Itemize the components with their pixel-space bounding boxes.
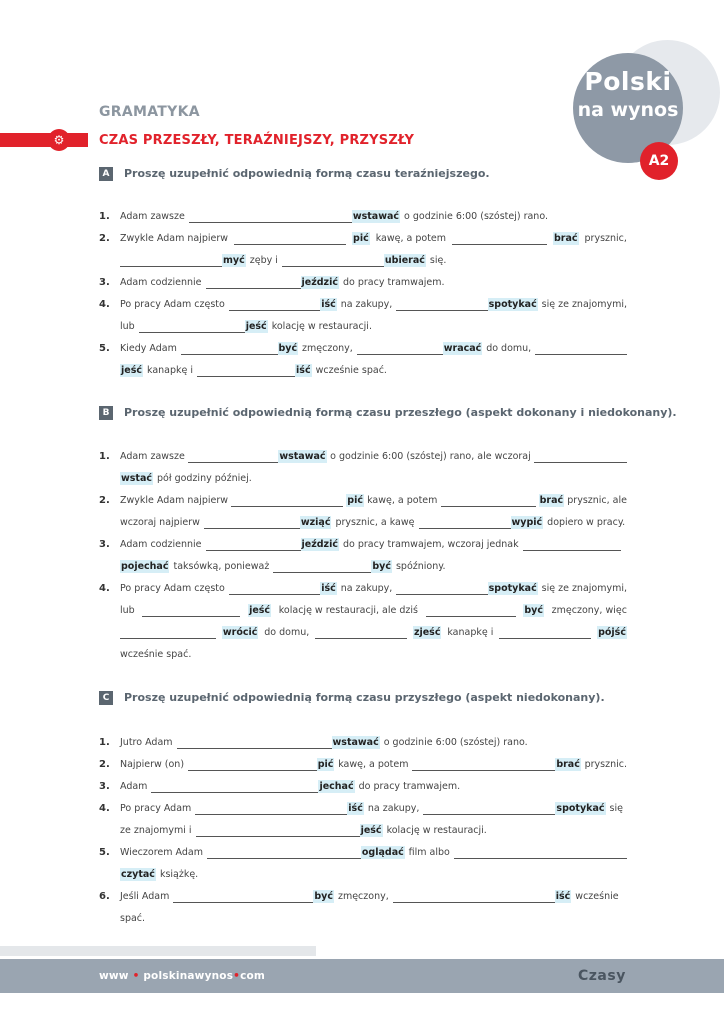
answer-blank[interactable]: [234, 233, 346, 245]
text: pół godziny później.: [157, 473, 252, 484]
answer-blank[interactable]: [204, 517, 300, 529]
footer-section-label: Czasy: [578, 968, 626, 984]
text: lub: [120, 605, 135, 616]
c-num-3: 3.: [99, 781, 110, 792]
answer-blank[interactable]: [120, 627, 216, 639]
text: kawę, a potem: [375, 233, 447, 244]
text: Po pracy Adam: [120, 803, 192, 814]
grammar-icon: ⚙: [48, 129, 70, 151]
verb-hint: pić: [353, 233, 369, 244]
text: Jutro Adam: [120, 737, 173, 748]
answer-blank[interactable]: [393, 891, 555, 903]
text: wczoraj najpierw: [120, 517, 200, 528]
text: Adam: [120, 781, 148, 792]
answer-blank[interactable]: [196, 825, 360, 837]
answer-blank[interactable]: [315, 627, 407, 639]
a-item-4-row1: [120, 298, 627, 311]
logo-line2: na wynos: [577, 99, 679, 121]
answer-blank[interactable]: [282, 255, 384, 267]
a-num-1: 1.: [99, 211, 110, 222]
verb-hint: iść: [555, 891, 571, 902]
b-item-4-row1: [120, 582, 627, 595]
url-part: com: [240, 970, 266, 982]
answer-blank[interactable]: [207, 847, 361, 859]
c-num-1: 1.: [99, 737, 110, 748]
text: spóźniony.: [395, 561, 446, 572]
a-num-3: 3.: [99, 277, 110, 288]
text: lub: [120, 321, 135, 332]
text: się ze znajomymi,: [541, 583, 628, 594]
verb-hint: myć: [223, 255, 245, 266]
b-item-1-row2: [120, 472, 627, 485]
text: prysznic, a kawę: [335, 517, 415, 528]
answer-blank[interactable]: [229, 583, 320, 595]
text: Zwykle Adam najpierw: [120, 233, 229, 244]
section-a-letter: A: [99, 167, 113, 181]
text: o godzinie 6:00 (szóstej) rano.: [383, 737, 528, 748]
text: kanapkę i: [147, 365, 194, 376]
text: prysznic.: [584, 759, 628, 770]
verb-hint: spotykać: [488, 583, 537, 594]
verb-hint: wstawać: [279, 451, 326, 462]
footer-accent: [0, 946, 316, 956]
answer-blank[interactable]: [206, 277, 301, 289]
c-item-4-row2: [120, 824, 627, 837]
verb-hint: oglądać: [361, 847, 404, 858]
text: się: [609, 803, 623, 814]
verb-hint: wrócić: [222, 627, 258, 638]
verb-hint: wstawać: [352, 211, 400, 222]
answer-blank[interactable]: [188, 759, 317, 771]
b-num-1: 1.: [99, 451, 110, 462]
text: książkę.: [159, 869, 199, 880]
answer-blank[interactable]: [139, 321, 245, 333]
text: o godzinie 6:00 (szóstej) rano.: [404, 211, 548, 222]
text: zęby i: [249, 255, 278, 266]
text: Zwykle Adam najpierw: [120, 495, 229, 506]
section-a-title: Proszę uzupełnić odpowiednią formą czasu teraźniejszego.: [124, 167, 490, 180]
c-item-6-row2: [120, 912, 627, 925]
text: taksówką, ponieważ: [173, 561, 270, 572]
text: kolację w restauracji, ale dziś: [278, 605, 418, 616]
answer-blank[interactable]: [142, 605, 240, 617]
verb-hint: jechać: [319, 781, 354, 792]
a-num-5: 5.: [99, 343, 110, 354]
text: się ze znajomymi,: [541, 299, 628, 310]
verb-hint: wstawać: [332, 737, 379, 748]
section-b-title: Proszę uzupełnić odpowiednią formą czasu przeszłego (aspekt dokonany i niedokonany).: [124, 406, 677, 419]
verb-hint: iść: [321, 299, 336, 310]
text: Po pracy Adam często: [120, 583, 225, 594]
text: wcześnie spać.: [120, 649, 192, 660]
answer-blank[interactable]: [195, 803, 347, 815]
text: kolację w restauracji.: [386, 825, 487, 836]
section-c-letter: C: [99, 691, 113, 705]
verb-hint: być: [314, 891, 333, 902]
text: wcześnie: [575, 891, 619, 902]
text: do domu,: [264, 627, 310, 638]
verb-hint: jeść: [245, 321, 267, 332]
a-item-4-row2: [120, 320, 627, 333]
a-item-3: [120, 276, 627, 289]
text: Adam zawsze: [120, 451, 185, 462]
answer-blank[interactable]: [396, 583, 487, 595]
verb-hint: być: [524, 605, 543, 616]
text: kolację w restauracji.: [271, 321, 372, 332]
c-num-6: 6.: [99, 891, 110, 902]
verb-hint: spotykać: [488, 299, 537, 310]
verb-hint: zjeść: [413, 627, 441, 638]
text: spać.: [120, 913, 146, 924]
answer-blank[interactable]: [188, 451, 278, 463]
verb-hint: pojechać: [121, 561, 169, 572]
text: do pracy tramwajem.: [342, 277, 445, 288]
section-c-title: Proszę uzupełnić odpowiednią formą czasu przyszłego (aspekt niedokonany).: [124, 691, 605, 704]
text: Wieczorem Adam: [120, 847, 203, 858]
b-item-1-row1: [120, 450, 627, 463]
verb-hint: brać: [554, 233, 578, 244]
text: do pracy tramwajem, wczoraj jednak: [342, 539, 519, 550]
text: film albo: [408, 847, 450, 858]
text: o godzinie 6:00 (szóstej) rano, ale wczoraj: [330, 451, 531, 462]
verb-hint: czytać: [121, 869, 155, 880]
answer-blank[interactable]: [454, 847, 627, 859]
b-num-3: 3.: [99, 539, 110, 550]
text: Adam zawsze: [120, 211, 185, 222]
verb-hint: brać: [539, 495, 564, 506]
footer-url[interactable]: [99, 970, 265, 982]
verb-hint: iść: [321, 583, 336, 594]
answer-blank[interactable]: [423, 803, 555, 815]
text: Po pracy Adam często: [120, 299, 225, 310]
verb-hint: jeździć: [301, 539, 338, 550]
text: do pracy tramwajem.: [358, 781, 461, 792]
a-item-1: [120, 210, 627, 223]
verb-hint: iść: [296, 365, 311, 376]
url-part: polskinawynos: [143, 970, 234, 982]
answer-blank[interactable]: [535, 343, 627, 355]
text: na zakupy,: [340, 583, 393, 594]
answer-blank[interactable]: [452, 233, 547, 245]
b-item-2-row1: [120, 494, 627, 507]
text: kanapkę i: [447, 627, 494, 638]
c-num-5: 5.: [99, 847, 110, 858]
verb-hint: jeść: [249, 605, 271, 616]
c-item-5-row2: [120, 868, 627, 881]
topic-title: CZAS PRZESZŁY, TERAŹNIEJSZY, PRZYSZŁY: [99, 133, 415, 148]
text: się.: [429, 255, 447, 266]
b-item-3-row2: [120, 560, 627, 573]
text: Adam codziennie: [120, 277, 202, 288]
verb-hint: wypić: [511, 517, 543, 528]
verb-hint: wracać: [443, 343, 482, 354]
c-num-4: 4.: [99, 803, 110, 814]
c-item-6-row1: [120, 890, 627, 903]
text: na zakupy,: [367, 803, 420, 814]
a-num-2: 2.: [99, 233, 110, 244]
answer-blank[interactable]: [189, 211, 352, 223]
text: zmęczony, więc: [551, 605, 627, 616]
verb-hint: iść: [348, 803, 363, 814]
text: Najpierw (on): [120, 759, 185, 770]
answer-blank[interactable]: [151, 781, 318, 793]
c-item-4-row1: [120, 802, 627, 815]
b-item-3-row1: [120, 538, 627, 551]
verb-hint: pójść: [598, 627, 626, 638]
answer-blank[interactable]: [396, 299, 487, 311]
text: dopiero w pracy.: [547, 517, 626, 528]
answer-blank[interactable]: [419, 517, 511, 529]
answer-blank[interactable]: [273, 561, 371, 573]
b-item-4-row2: [120, 604, 627, 617]
answer-blank[interactable]: [206, 539, 301, 551]
verb-hint: jeść: [360, 825, 382, 836]
answer-blank[interactable]: [441, 495, 536, 507]
answer-blank[interactable]: [412, 759, 555, 771]
text: Kiedy Adam: [120, 343, 177, 354]
verb-hint: wstać: [121, 473, 153, 484]
answer-blank[interactable]: [499, 627, 591, 639]
text: Adam codziennie: [120, 539, 202, 550]
dot-icon: •: [233, 970, 241, 982]
verb-hint: jeść: [121, 365, 142, 376]
text: zmęczony,: [302, 343, 353, 354]
verb-hint: pić: [317, 759, 334, 770]
a-item-2-row1: [120, 232, 627, 245]
c-item-1: [120, 736, 627, 749]
b-item-4-row4: [120, 648, 627, 661]
answer-blank[interactable]: [534, 451, 627, 463]
text: Jeśli Adam: [120, 891, 170, 902]
verb-hint: pić: [347, 495, 363, 506]
answer-blank[interactable]: [181, 343, 278, 355]
a-item-5-row1: [120, 342, 627, 355]
b-num-4: 4.: [99, 583, 110, 594]
a-item-5-row2: [120, 364, 627, 377]
verb-hint: spotykać: [556, 803, 605, 814]
a-item-2-row2: [120, 254, 627, 267]
answer-blank[interactable]: [229, 299, 320, 311]
answer-blank[interactable]: [173, 891, 313, 903]
b-item-2-row2: [120, 516, 627, 529]
c-item-3: [120, 780, 627, 793]
verb-hint: być: [372, 561, 391, 572]
text: na zakupy,: [340, 299, 393, 310]
answer-blank[interactable]: [523, 539, 621, 551]
answer-blank[interactable]: [357, 343, 443, 355]
answer-blank[interactable]: [426, 605, 516, 617]
answer-blank[interactable]: [120, 255, 222, 267]
verb-hint: wziąć: [300, 517, 331, 528]
level-badge: A2: [640, 142, 678, 180]
answer-blank[interactable]: [177, 737, 332, 749]
text: wcześnie spać.: [315, 365, 387, 376]
answer-blank[interactable]: [231, 495, 343, 507]
b-item-4-row3: [120, 626, 627, 639]
text: kawę, a potem: [338, 759, 409, 770]
c-num-2: 2.: [99, 759, 110, 770]
verb-hint: ubierać: [384, 255, 425, 266]
text: do domu,: [486, 343, 532, 354]
b-num-2: 2.: [99, 495, 110, 506]
a-num-4: 4.: [99, 299, 110, 310]
verb-hint: być: [278, 343, 298, 354]
text: zmęczony,: [337, 891, 389, 902]
answer-blank[interactable]: [197, 365, 295, 377]
text: kawę, a potem: [367, 495, 438, 506]
category-label: GRAMATYKA: [99, 104, 200, 120]
verb-hint: brać: [556, 759, 580, 770]
c-item-2: [120, 758, 627, 771]
dot-icon: •: [132, 970, 140, 982]
section-b-letter: B: [99, 406, 113, 420]
text: prysznic,: [584, 233, 627, 244]
c-item-5-row1: [120, 846, 627, 859]
url-part: www: [99, 970, 129, 982]
logo-line1: Polski: [584, 67, 672, 96]
verb-hint: jeździć: [301, 277, 338, 288]
text: prysznic, ale: [567, 495, 627, 506]
text: ze znajomymi i: [120, 825, 192, 836]
